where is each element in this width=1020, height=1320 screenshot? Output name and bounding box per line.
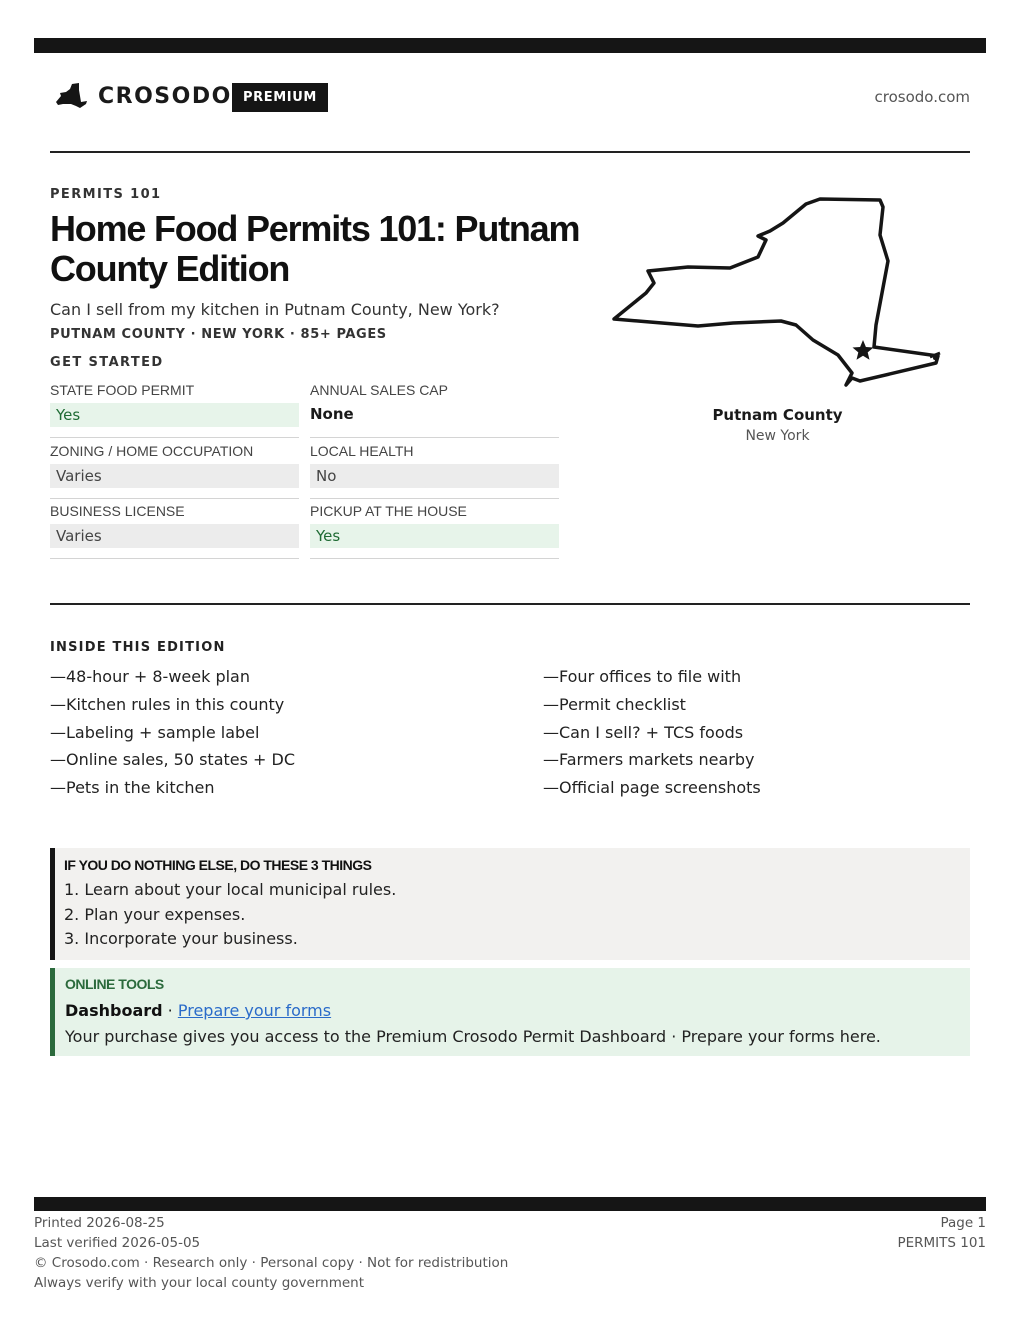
toc-item: —Labeling + sample label [50,722,260,742]
get-started-heading: GET STARTED [50,355,164,370]
fact-business-license [50,503,299,559]
brand-name: CROSODO [98,84,232,109]
toc-right-column [543,666,761,805]
callout-list [64,878,970,952]
fact-annual-sales-cap [310,382,559,438]
toc-item: —Pets in the kitchen [50,778,215,798]
island-dot [933,356,937,360]
online-tools-title: ONLINE TOOLS [65,976,164,992]
toc-item: —Official page screenshots [543,778,761,798]
new-york-state-map [608,193,948,393]
tools-separator: · [162,1001,178,1020]
fact-label: ZONING / HOME OCCUPATION [50,443,254,459]
fact-label: ANNUAL SALES CAP [310,382,448,398]
online-tools-box [50,968,970,1056]
verify-note: Always verify with your local county government [34,1275,364,1291]
map-county-label: Putnam County [712,406,843,424]
callout-item: 3. Incorporate your business. [64,929,298,948]
printed-date: Printed 2026-08-25 [34,1215,165,1231]
fact-value: Yes [50,403,299,427]
bottom-bar [34,1197,986,1211]
copyright-notice: © Crosodo.com · Research only · Personal copy · Not for redistribution [34,1255,509,1271]
verified-date: Last verified 2026-05-05 [34,1235,201,1251]
three-things-callout [50,848,970,960]
dashboard-label: Dashboard [65,1001,163,1020]
toc-left-column [50,666,295,805]
toc-item: —Permit checklist [543,694,686,714]
page-subtitle: Can I sell from my kitchen in Putnam County, New York? [50,300,500,319]
callout-item: 2. Plan your expenses. [64,904,246,924]
tools-links-line [65,999,970,1023]
prepare-forms-link[interactable]: Prepare your forms [177,1001,332,1020]
toc-item: —Four offices to file with [543,667,742,686]
section-eyebrow: PERMITS 101 [50,187,162,202]
map-state-label: New York [745,428,810,444]
site-url[interactable]: crosodo.com [874,88,970,106]
toc-item: —48-hour + 8-week plan [50,667,250,686]
toc-item: —Farmers markets nearby [543,750,755,770]
fact-local-health [310,443,559,499]
fact-value: None [310,405,354,423]
state-outline [614,199,938,385]
toc-item: —Kitchen rules in this county [50,694,285,714]
edition-meta: PUTNAM COUNTY · NEW YORK · 85+ PAGES [50,327,387,342]
toc-item: —Can I sell? + TCS foods [543,722,744,742]
header-divider [50,151,970,153]
fact-label: PICKUP AT THE HOUSE [310,503,467,519]
toc-item: —Online sales, 50 states + DC [50,750,296,770]
new-york-state-silhouette-icon [52,82,88,112]
page-title: Home Food Permits 101: Putnam County Edition [50,208,580,289]
header [50,80,970,114]
callout-title: IF YOU DO NOTHING ELSE, DO THESE 3 THINGS [64,857,372,873]
fact-value: Varies [50,524,299,548]
section-divider [50,603,970,605]
callout-item: 1. Learn about your local municipal rules. [64,880,397,899]
fact-label: BUSINESS LICENSE [50,503,185,519]
inside-edition-heading: INSIDE THIS EDITION [50,640,226,655]
fact-zoning-home-occupation [50,443,299,499]
fact-value: Varies [50,464,299,488]
fact-label: LOCAL HEALTH [310,443,414,459]
fact-label: STATE FOOD PERMIT [50,382,195,398]
tools-description: Your purchase gives you access to the Premium Crosodo Permit Dashboard · Prepare your forms here. [65,1027,881,1046]
footer-left [34,1213,508,1293]
fact-state-food-permit [50,382,299,438]
footer-section: PERMITS 101 [897,1235,986,1251]
footer-right [897,1213,986,1253]
fact-pickup-at-house [310,503,559,559]
fact-value: No [310,464,559,488]
page-number: Page 1 [940,1215,986,1231]
fact-value: Yes [310,524,559,548]
star-icon [853,340,874,360]
top-bar [34,38,986,53]
premium-badge: PREMIUM [232,83,328,112]
